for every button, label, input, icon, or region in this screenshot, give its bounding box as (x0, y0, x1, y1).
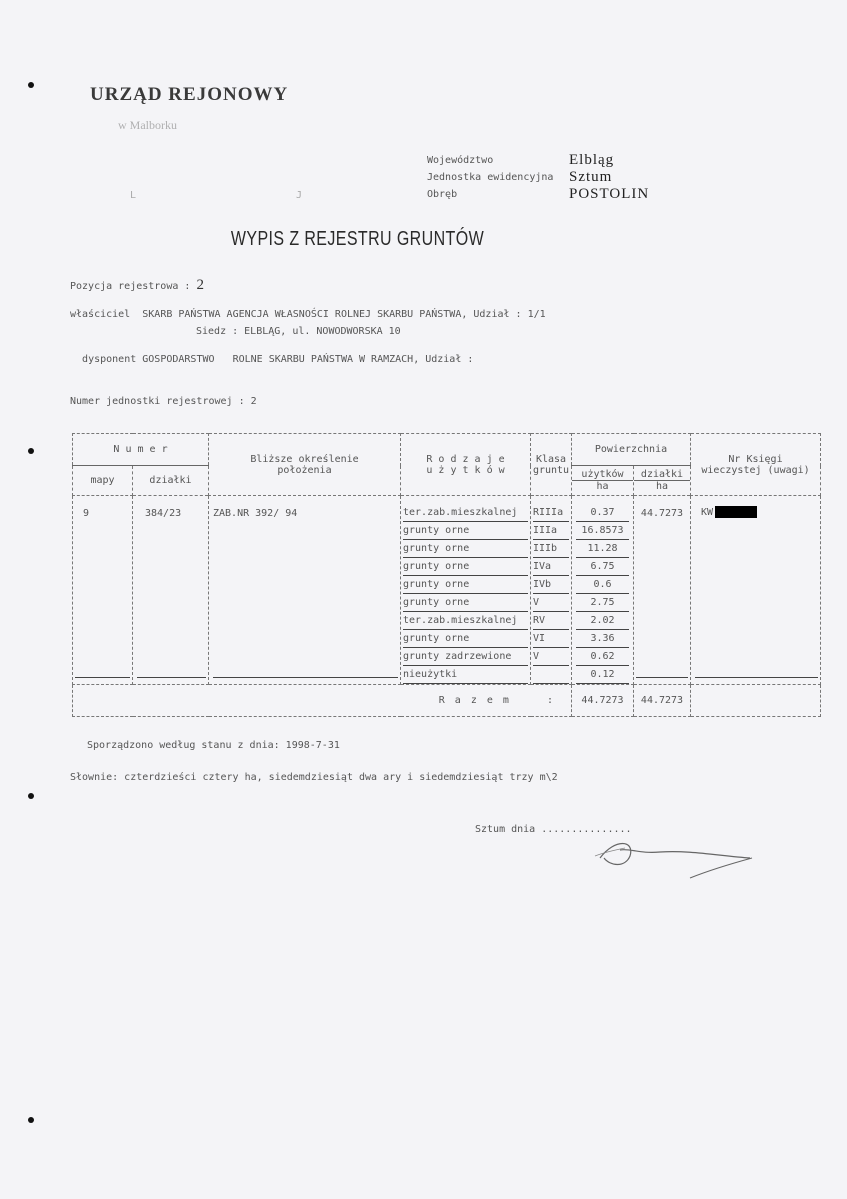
klasa-item: IIIb (533, 540, 569, 558)
dysponent-text: GOSPODARSTWO ROLNE SKARBU PAŃSTWA W RAMZACH, Udział : (142, 354, 474, 365)
pow-dzialki-value: 44.7273 (640, 508, 684, 519)
office-stamp-subline: w Malborku (118, 118, 177, 132)
rodzaj-item: nieużytki (403, 666, 528, 684)
header-klasa-line1: Klasa (535, 453, 567, 465)
meta-labels (427, 152, 553, 203)
header-uzytkow-label: użytków (572, 469, 633, 481)
sporzadzono-line: Sporządzono według stanu z dnia: 1998-7-31 (87, 740, 340, 751)
klasa-item: IIIa (533, 522, 569, 540)
header-rodzaje (401, 434, 531, 496)
header-blizsze (209, 434, 401, 496)
klasa-item: VI (533, 630, 569, 648)
ha-item: 0.6 (576, 576, 629, 594)
header-rodzaje-line2: u ż y t k ó w (426, 464, 505, 476)
dzialka-value: 384/23 (145, 508, 182, 519)
rodzaj-item: ter.zab.mieszkalnej (403, 504, 528, 522)
klasa-item: RV (533, 612, 569, 630)
cell-polozenie (209, 496, 401, 685)
ha-item: 11.28 (576, 540, 629, 558)
razem-label: R a z e m (438, 695, 511, 706)
razem-colon: : (546, 695, 553, 706)
cell-pow-dzialki (634, 496, 691, 685)
razem-empty (691, 685, 821, 717)
razem-uzytkow: 44.7273 (572, 685, 634, 717)
header-ksiega-line2: wieczystej (uwagi) (701, 464, 810, 476)
punch-hole (28, 448, 34, 454)
ha-item: 3.36 (576, 630, 629, 648)
meta-values (569, 152, 649, 203)
mapa-value: 9 (83, 508, 90, 519)
header-blizsze-line1: Bliższe określenie (250, 453, 359, 465)
punch-hole (28, 1117, 34, 1123)
wlasciciel-label: właściciel (70, 309, 131, 320)
siedziba-line: Siedz : ELBLĄG, ul. NOWODWORSKA 10 (196, 326, 401, 337)
ha-item: 6.75 (576, 558, 629, 576)
cell-dzialka (133, 496, 209, 685)
razem-dzialki: 44.7273 (634, 685, 691, 717)
header-dzialki-pow (634, 466, 691, 496)
cell-pow-uzytkow (572, 496, 634, 685)
wlasciciel-line (70, 309, 546, 320)
header-mapy: mapy (73, 466, 133, 496)
ha-list (572, 504, 633, 684)
podpis-line: Sztum dnia ............... (475, 824, 632, 835)
header-klasa (531, 434, 572, 496)
stamp-mark-right: J (296, 190, 303, 201)
ha-item: 16.8573 (576, 522, 629, 540)
cell-rodzaje (401, 496, 531, 685)
klasa-item: RIIIa (533, 504, 569, 522)
header-uzytkow-unit: ha (596, 481, 609, 492)
header-rodzaje-line1: R o d z a j e (426, 453, 505, 465)
ha-item: 0.37 (576, 504, 629, 522)
header-ksiega-line1: Nr Księgi (728, 453, 783, 465)
pozycja-label: Pozycja rejestrowa : (70, 281, 191, 292)
office-stamp: URZĄD REJONOWY (90, 84, 289, 105)
label-jednostka: Jednostka ewidencyjna (427, 172, 554, 183)
pozycja-rejestrowa (70, 277, 204, 294)
rodzaj-item: grunty orne (403, 522, 528, 540)
cell-ksiega (691, 496, 821, 685)
header-numer: N u m e r (73, 434, 209, 466)
value-jednostka: Sztum (569, 169, 613, 185)
ha-item: 2.75 (576, 594, 629, 612)
klasy-list (531, 504, 571, 684)
header-ksiega (691, 434, 821, 496)
header-klasa-line2: gruntu (532, 464, 570, 476)
dysponent-line (70, 343, 473, 365)
klasa-item: V (533, 648, 569, 666)
header-dzialki-pow-unit: ha (655, 481, 669, 492)
ha-item: 0.12 (576, 666, 629, 684)
label-wojewodztwo: Województwo (427, 155, 494, 166)
razem-label-cell (73, 685, 572, 717)
header-dzialki-pow-label: działki (634, 469, 690, 481)
cell-klasy (531, 496, 572, 685)
handwritten-signature (590, 828, 760, 888)
rodzaj-item: grunty zadrzewione (403, 648, 528, 666)
ha-item: 0.62 (576, 648, 629, 666)
label-obreb: Obręb (427, 189, 458, 200)
rodzaje-list (401, 504, 530, 684)
redacted-block (715, 506, 757, 518)
dysponent-label: dysponent (82, 354, 137, 365)
value-obreb: POSTOLIN (569, 186, 650, 202)
razem-row (73, 685, 821, 717)
rodzaj-item: grunty orne (403, 594, 528, 612)
document-title: WYPIS Z REJESTRU GRUNTÓW (230, 228, 485, 250)
punch-hole (28, 82, 34, 88)
slownie-line: Słownie: czterdzieści cztery ha, siedemdziesiąt dwa ary i siedemdziesiąt trzy m\2 (70, 772, 558, 783)
rodzaj-item: ter.zab.mieszkalnej (403, 612, 528, 630)
klasa-item: IVb (533, 576, 569, 594)
ha-item: 2.02 (576, 612, 629, 630)
table-row (73, 496, 821, 685)
stamp-mark-left: L (130, 190, 137, 201)
rodzaj-item: grunty orne (403, 558, 528, 576)
header-dzialki: działki (133, 466, 209, 496)
rodzaj-item: grunty orne (403, 576, 528, 594)
pozycja-value: 2 (196, 277, 204, 293)
klasa-item: V (533, 594, 569, 612)
numer-jednostki: Numer jednostki rejestrowej : 2 (70, 396, 257, 407)
header-powierzchnia: Powierzchnia (572, 434, 691, 466)
rodzaj-item: grunty orne (403, 540, 528, 558)
punch-hole (28, 793, 34, 799)
polozenie-value: ZAB.NR 392/ 94 (213, 508, 298, 519)
value-wojewodztwo: Elbląg (569, 152, 615, 168)
klasa-item: IVa (533, 558, 569, 576)
ksiega-value: KW (701, 507, 714, 518)
register-table (72, 433, 821, 717)
rodzaj-item: grunty orne (403, 630, 528, 648)
header-uzytkow (572, 466, 634, 496)
cell-mapa (73, 496, 133, 685)
wlasciciel-text: SKARB PAŃSTWA AGENCJA WŁASNOŚCI ROLNEJ SKARBU PAŃSTWA, Udział : 1/1 (142, 309, 546, 320)
header-blizsze-line2: położenia (277, 464, 332, 476)
klasa-item (533, 666, 569, 684)
